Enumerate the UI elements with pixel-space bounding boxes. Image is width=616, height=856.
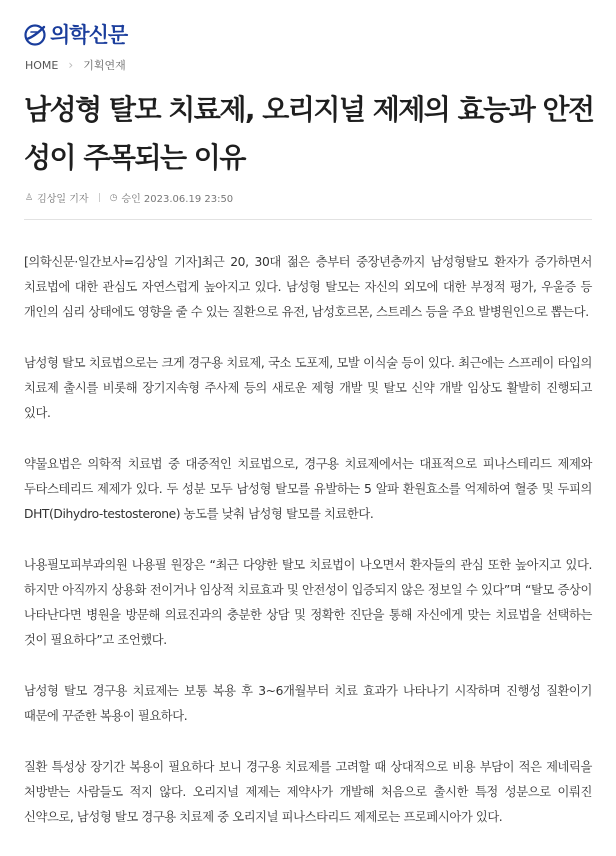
article-title: 남성형 탈모 치료제, 오리지널 제제의 효능과 안전성이 주목되는 이유 — [24, 93, 594, 174]
article-body — [24, 250, 592, 856]
clock-icon: ◷ — [109, 192, 118, 203]
breadcrumb-section-link[interactable]: 기획연재 — [83, 59, 126, 72]
article-paragraph: 나용필모피부과의원 나용필 원장은 “최근 다양한 탈모 치료법이 나오면서 환자들의 관심 또한 높아지고 있다. 하지만 아직까지 상용화 전이거나 임상적 치료효과 및 안전성이 입증되지 않은 정보일 수 있다”며 “탈모 증상이 나타난다면 병원을 방문해 의료진과의 충분한 상담 및 정확한 진단을 통해 자신에게 맞는 치료법을 선택하는 것이 필요하다”고 조언했다. — [24, 558, 592, 647]
header-divider — [24, 219, 592, 220]
breadcrumb-home-link[interactable]: HOME — [25, 58, 59, 72]
site-logo-text: 의학신문 — [50, 23, 128, 47]
article-paragraph: 남성형 탈모 치료법으로는 크게 경구용 치료제, 국소 도포제, 모발 이식술 등이 있다. 최근에는 스프레이 타입의 치료제 출시를 비롯해 장기지속형 주사제 등의 새로운 제형 개발 및 탈모 신약 개발 임상도 활발히 진행되고 있다. — [24, 356, 592, 420]
site-logo[interactable] — [24, 24, 127, 46]
article-paragraph: 약물요법은 의학적 치료법 중 대중적인 치료법으로, 경구용 치료제에서는 대표적으로 피나스테리드 제제와 두타스테리드 제제가 있다. 두 성분 모두 남성형 탈모를 유발하는 5 알파 환원효소를 억제하여 혈중 및 두피의 DHT(Dihydro-testosterone) 농도를 낮춰 남성형 탈모를 치료한다. — [24, 457, 592, 521]
person-icon: ♙ — [25, 192, 34, 203]
publish-date: 승인 2023.06.19 23:50 — [121, 194, 234, 205]
author-name: 김상일 기자 — [37, 194, 89, 205]
article-paragraph: 남성형 탈모 경구용 치료제는 보통 복용 후 3~6개월부터 치료 효과가 나타나기 시작하며 진행성 질환이기 때문에 꾸준한 복용이 필요하다. — [24, 684, 592, 723]
globe-swoosh-icon — [24, 24, 46, 46]
article-meta — [25, 190, 233, 205]
chevron-right-icon: › — [68, 58, 74, 72]
article-paragraph: 질환 특성상 장기간 복용이 필요하다 보니 경구용 치료제를 고려할 때 상대적으로 비용 부담이 적은 제네릭을 처방받는 사람들도 적지 않다. 오리지널 제제는 제약사가 개발해 처음으로 출시한 특정 성분으로 이뤄진 신약으로, 남성형 탈모 경구용 치료제 중 오리지널 피나스타리드 제제로는 프로페시아가 있다. — [24, 760, 592, 824]
meta-divider — [99, 193, 100, 202]
article-paragraph: [의학신문·일간보사=김상일 기자]최근 20, 30대 젊은 층부터 중장년층까지 남성형탈모 환자가 증가하면서 치료법에 대한 관심도 자연스럽게 높아지고 있다. 남성형 탈모는 자신의 외모에 대한 부정적 평가, 우울증 등 개인의 심리 상태에도 영향을 줄 수 있는 질환으로 유전, 남성호르몬, 스트레스 등을 주요 발병원인으로 뽑는다. — [24, 255, 592, 319]
breadcrumb — [25, 57, 126, 73]
